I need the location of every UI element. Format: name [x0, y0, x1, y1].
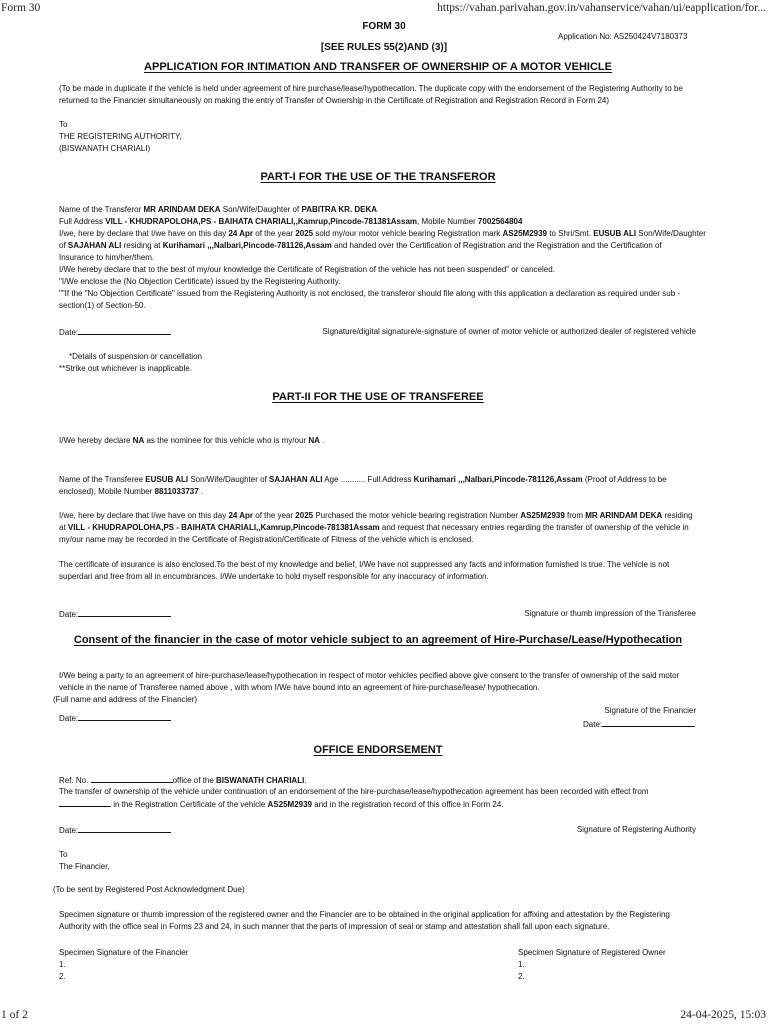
application-number: Application No: AS250424V7180373 — [558, 32, 688, 41]
registered-post-note: (To be sent by Registered Post Acknowledgment Due) — [53, 885, 245, 894]
transferee-details: Name of the Transferee EUSUB ALI Son/Wife/Daughter of SAJAHAN ALI Age ........... Full Address Kurihamari ,,,Nalbari,Pincode-781126,Assam (Proof of Address to be enclosed), Mobile Number 8811033737 . — [59, 475, 667, 496]
insurance-declaration: The certificate of insurance is also enclosed.To the best of my knowledge and belief, I/We have not suppressed any facts and information furnished is true. The vehicle is not superdari and free from all in encumbrances. I/We undertake to hold myself responsible for any inaccuracy of information. — [59, 560, 670, 581]
transferor-name-line: Name of the Transferor MR ARINDAM DEKA Son/Wife/Daughter of PABITRA KR. DEKA — [59, 205, 378, 214]
form-heading: APPLICATION FOR INTIMATION AND TRANSFER OF OWNERSHIP OF A MOTOR VEHICLE — [144, 61, 612, 73]
transferor-address-line: Full Address VILL - KHUDRAPOLOHA,PS - BAIHATA CHARIALI,,Kamrup,Pincode-781381Assam, Mobile Number 7002564804 — [59, 217, 523, 226]
specimen-instructions: Specimen signature or thumb impression of the registered owner and the Financier are to be obtained in the original application for affixing and attestation by the Registering Authority with the office seal in Forms 23 and 24, in such manner that the parts of impression of seal or stamp and attestation shall fall upon each signature. — [59, 910, 670, 931]
part1-note-2: **Strike out whichever is inapplicable. — [59, 364, 192, 373]
addressee-block: To THE REGISTERING AUTHORITY, (BISWANATH CHARIALI) — [59, 120, 182, 153]
ref-no-field[interactable] — [91, 774, 173, 783]
page-title: Form 30 — [1, 2, 41, 14]
financier-name-address: (Full name and address of the Financier) — [53, 695, 198, 704]
financier-addressee: To The Financier, — [59, 850, 110, 871]
effect-date-field[interactable] — [59, 798, 111, 807]
page-number: 1 of 2 — [1, 1009, 28, 1021]
consent-body: I/We being a party to an agreement of hire-purchase/lease/hypothecation in respect of motor vehicles pecified above give consent to the transfer of ownership of the said motor vehicle in the name of Transferee named above , with whom I/We have bound into an agreement of hire-purchase/lease/ hypothecation. — [59, 671, 680, 692]
part1-body: Name of the Transferor MR ARINDAM DEKA Son/Wife/Daughter of PABITRA KR. DEKA Full Address VILL - KHUDRAPOLOHA,PS - BAIHATA CHARIALI,,Kamrup,Pincode-781381Assam, Mobile Number 7002564804 I/we, here by declare that I/we have on this day 24 Apr of the year 2025 sold my/our motor vehicle bearing Registration mark AS25M2939 to Shri/Smt. EUSUB ALI Son/Wife/Daughter of SAJAHAN ALI residing at Kurihamari ,,,Nalbari,Pincode-781126,Assam and handed over the Certification of Registration and the Registration and the Certification of Insurance to him/her/them. I/We hereby declare that to the best of my/our knowledge the Certificate of Registration of the vehicle has not been suspended" or canceled. "I/We enclose the (No Objection Certificate) issued by the Registering Authority. ""If the "No Objection Certificate" issued from the Registering Authority is not enclosed, the transferor should file along with this application a declaration as required under sub - section(1) of Section-50. — [59, 204, 739, 312]
consent-date-field[interactable]: Date: — [59, 712, 171, 725]
form-title: FORM 30 — [362, 21, 406, 32]
print-timestamp: 24-04-2025, 15:03 — [680, 1009, 766, 1021]
office-date-field[interactable]: Date: — [59, 824, 171, 837]
specimen-financier: Specimen Signature of the Financier 1. 2. — [59, 948, 189, 981]
part1-date-field[interactable]: Date: — [59, 326, 171, 339]
ref-no-line: Ref. No. office of the BISWANATH CHARIALI. — [59, 776, 307, 785]
transfer-record: The transfer of ownership of the vehicle under continuation of an endorsement of the hire-purchase/lease/hypothecation agreement has been recorded with effect from in the Registration Certificate of the vehicle AS25M2939 and in the registration record of this office in Form 24. — [59, 787, 649, 809]
financier-date-field[interactable]: Date: — [583, 718, 695, 731]
form-intro: (To be made in duplicate if the vehicle is held under agreement of hire purchase/lease/hypothecation. The duplicate copy with the endorsement of the Registering Authority to be returned to the Financier simultaneously on making the entry of Transfer of Ownership in the Certificate of Registration and Registration Record in Form 24) — [59, 84, 683, 105]
office-endorsement-title: OFFICE ENDORSEMENT — [313, 744, 443, 756]
part2-title: PART-II FOR THE USE OF TRANSFEREE — [272, 391, 484, 403]
part1-note-1: *Details of suspension or cancellation — [69, 352, 202, 361]
consent-title: Consent of the financier in the case of motor vehicle subject to an agreement of Hire-Purchase/Lease/Hypothecation — [73, 634, 683, 646]
part2-date-field[interactable]: Date: — [59, 608, 171, 621]
part2-signature-label: Signature or thumb impression of the Transferee — [524, 609, 696, 618]
part1-title: PART-I FOR THE USE OF THE TRANSFEROR — [260, 171, 496, 183]
sale-declaration-line: I/we, here by declare that I/we have on this day 24 Apr of the year 2025 sold my/our motor vehicle bearing Registration mark AS25M2939 to Shri/Smt. EUSUB ALI Son/Wife/Daughter — [59, 229, 706, 238]
part1-signature-label: Signature/digital signature/e-signature of owner of motor vehicle or authorized dealer of registered vehicle — [322, 327, 696, 336]
residence-line: of SAJAHAN ALI residing at Kurihamari ,,,Nalbari,Pincode-781126,Assam and handed over the Certification of Registration and the Registration and the Certification of — [59, 241, 662, 250]
authority-signature-label: Signature of Registering Authority — [576, 825, 696, 834]
specimen-owner: Specimen Signature of Registered Owner 1. 2. — [518, 948, 666, 981]
nominee-line: I/We hereby declare NA as the nominee for this vehicle who is my/our NA . — [59, 436, 325, 445]
financier-signature-label: Signature of the Financier — [604, 706, 696, 715]
purchase-declaration: I/we, here by declare that I/we have on this day 24 Apr of the year 2025 Purchased the motor vehicle bearing registration Number AS25M2939 from MR ARINDAM DEKA residing at VILL - KHUDRAPOLOHA,PS - BAIHATA CHARIALI,,Kamrup,Pincode-781381Assam and request that necessary entries regarding the transfer of ownership of the vehicle in my/our name may be recorded in the Certificate of Registration/Certificate of Fitness of the vehicle which is enclosed. — [59, 511, 693, 544]
page-url[interactable]: https://vahan.parivahan.gov.in/vahanservice/vahan/ui/eapplication/for... — [437, 2, 766, 14]
form-rules: [SEE RULES 55(2)AND (3)] — [320, 42, 448, 53]
